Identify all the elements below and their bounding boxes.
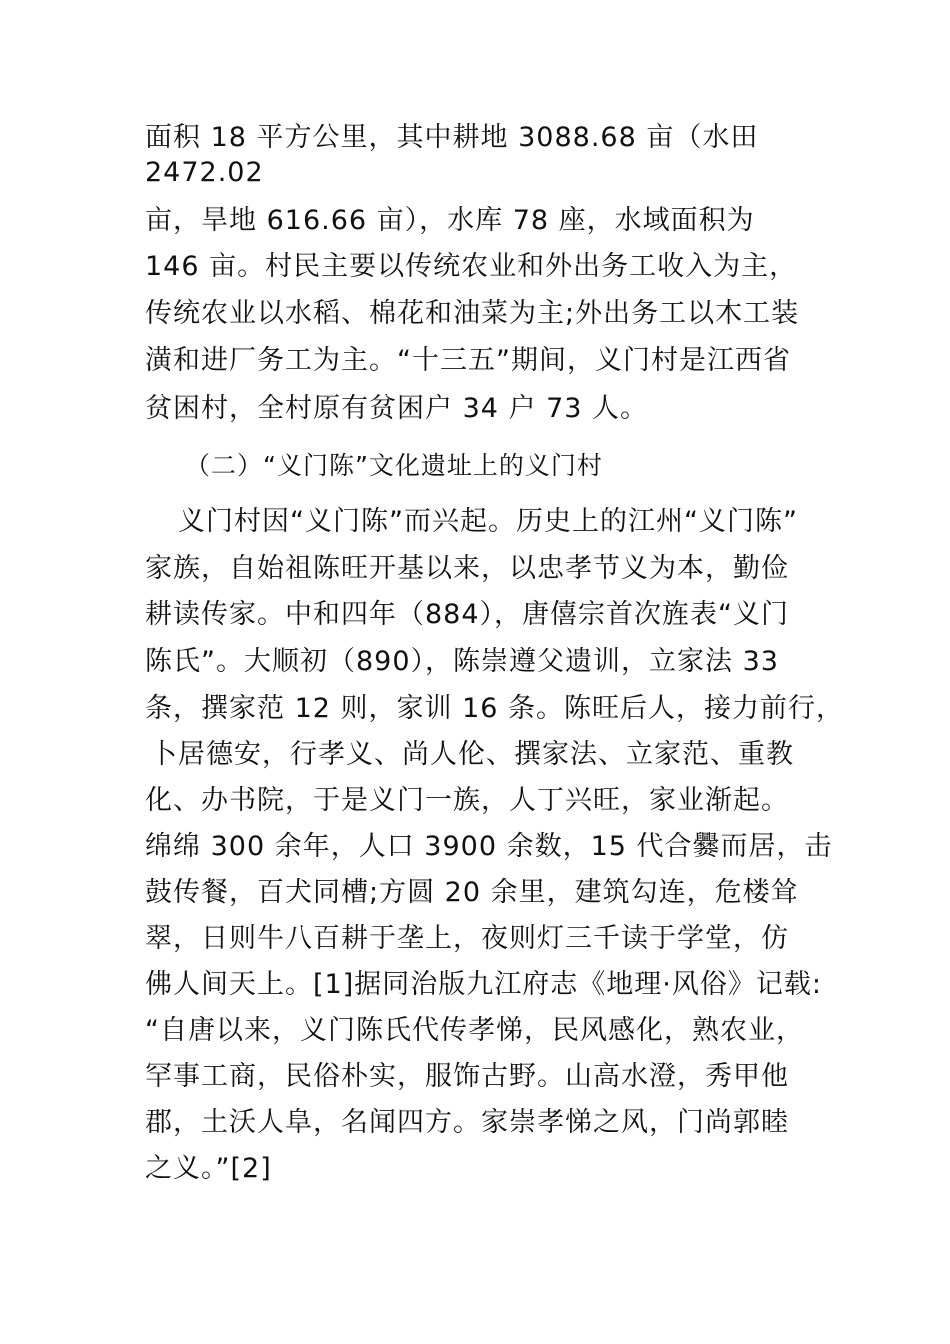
text-line: 2472.02 (145, 157, 264, 188)
text-line: 罕事工商，民俗朴实，服饰古野。山高水澄，秀甲他 (145, 1061, 789, 1092)
text-line: 之义。”[2] (145, 1153, 272, 1184)
text-line: 耕读传家。中和四年（884），唐僖宗首次旌表“义门 (145, 599, 790, 630)
text-line: 翠，日则牛八百耕于垄上，夜则灯三千读于学堂，仿 (145, 923, 789, 954)
text-line: 佛人间天上。[1]据同治版九江府志《地理·风俗》记载: (145, 969, 822, 1000)
text-line: 贫困村，全村原有贫困户 34 户 73 人。 (145, 393, 649, 424)
text-line: 146 亩。村民主要以传统农业和外出务工收入为主， (145, 251, 798, 282)
text-line: 传统农业以水稻、棉花和油菜为主;外出务工以木工装 (145, 298, 800, 329)
text-line: 家族，自始祖陈旺开基以来，以忠孝节义为本，勤俭 (145, 553, 789, 584)
text-line: “自唐以来，义门陈氏代传孝悌，民风感化，熟农业， (145, 1015, 804, 1046)
text-line: 义门村因“义门陈”而兴起。历史上的江州“义门陈” (178, 506, 798, 537)
text-line: 化、办书院，于是义门一族，人丁兴旺，家业渐起。 (145, 785, 789, 816)
text-line: 亩，旱地 616.66 亩），水库 78 座，水域面积为 (145, 205, 755, 236)
section-heading: （二）“义门陈”文化遗址上的义门村 (185, 451, 603, 480)
text-line: 面积 18 平方公里，其中耕地 3088.68 亩（水田 (145, 122, 759, 153)
text-line: 条，撰家范 12 则，家训 16 条。陈旺后人，接力前行， (145, 693, 845, 724)
text-line: 绵绵 300 余年，人口 3900 余数，15 代合爨而居，击 (145, 831, 833, 862)
text-line: 卜居德安，行孝义、尚人伦、撰家法、立家范、重教 (150, 739, 794, 770)
text-line: 郡，土沃人阜，名闻四方。家崇孝悌之风，门尚郭睦 (145, 1107, 789, 1138)
text-line: 鼓传餐，百犬同槽;方圆 20 余里，建筑勾连，危楼耸 (145, 877, 799, 908)
text-line: 潢和进厂务工为主。“十三五”期间，义门村是江西省 (145, 345, 791, 376)
text-line: 陈氏”。大顺初（890），陈崇遵父遗训，立家法 33 (145, 646, 779, 677)
